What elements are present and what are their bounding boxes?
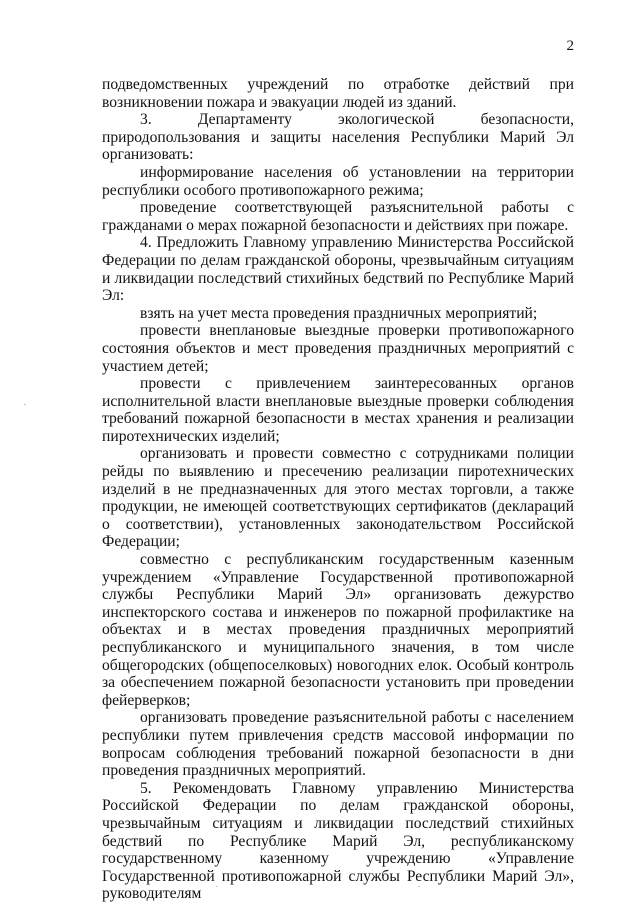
paragraph-item-5: 5. Рекомендовать Главному управлению Министерства Российской Федерации по делам гражданской обороны, чрезвычайным ситуациям и ликвидации последствий стихийных бедствий по Республике Марий Эл, республиканскому государственному казенному учреждению «Управление Государственной противопожарной службы Республики Марий Эл», руководителям	[102, 779, 574, 903]
document-body	[102, 76, 574, 903]
paragraph-police-raids: организовать и провести совместно с сотрудниками полиции рейды по выявлению и пресечению реализации пиротехнических изделий в не предназначенных для этого местах торговли, а также продукции, не имеющей соответствующих сертификатов (деклараций о соответствии), установленных законодательством Российской Федерации;	[102, 445, 574, 551]
paragraph-pyrotechnics-inspections: провести с привлечением заинтересованных органов исполнительной власти внеплановые выездные проверки соблюдения требований пожарной безопасности в местах хранения и реализации пиротехнических изделий;	[102, 375, 574, 445]
scan-speck	[24, 404, 26, 405]
scan-speck	[418, 886, 420, 887]
paragraph-item-4: 4. Предложить Главному управлению Министерства Российской Федерации по делам гражданской обороны, чрезвычайным ситуациям и ликвидации последствий стихийных бедствий по Республике Марий Эл:	[102, 234, 574, 305]
paragraph-explanatory-work: проведение соответствующей разъяснительной работы с гражданами о мерах пожарной безопасности и действиях при пожаре.	[102, 199, 574, 234]
paragraph-item-3: 3. Департаменту экологической безопасности, природопользования и защиты населения Республики Марий Эл организовать:	[102, 111, 574, 164]
paragraph-duty-inspectors: совместно с республиканским государственным казенным учреждением «Управление Государственной противопожарной службы Республики Марий Эл» организовать дежурство инспекторского состава и инженеров по пожарной профилактике на объектах и в местах проведения праздничных мероприятий республиканского и муниципального значения, в том числе общегородских (общепоселковых) новогодних елок. Особый контроль за обеспечением пожарной безопасности установить при проведении фейерверков;	[102, 551, 574, 709]
paragraph-unscheduled-inspections: провести внеплановые выездные проверки противопожарного состояния объектов и мест проведения праздничных мероприятий с участием детей;	[102, 322, 574, 375]
scan-speck	[216, 886, 218, 887]
paragraph-1-continuation: подведомственных учреждений по отработке действий при возникновении пожара и эвакуации людей из зданий.	[102, 76, 574, 111]
page-number: 2	[566, 38, 574, 54]
paragraph-media-outreach: организовать проведение разъяснительной работы с населением республики путем привлечения средств массовой информации по вопросам соблюдения требований пожарной безопасности в дни проведения праздничных мероприятий.	[102, 709, 574, 780]
paragraph-informing-population: информирование населения об установлении на территории республики особого противопожарного режима;	[102, 163, 574, 199]
paragraph-register-venues: взять на учет места проведения праздничных мероприятий;	[140, 304, 538, 322]
